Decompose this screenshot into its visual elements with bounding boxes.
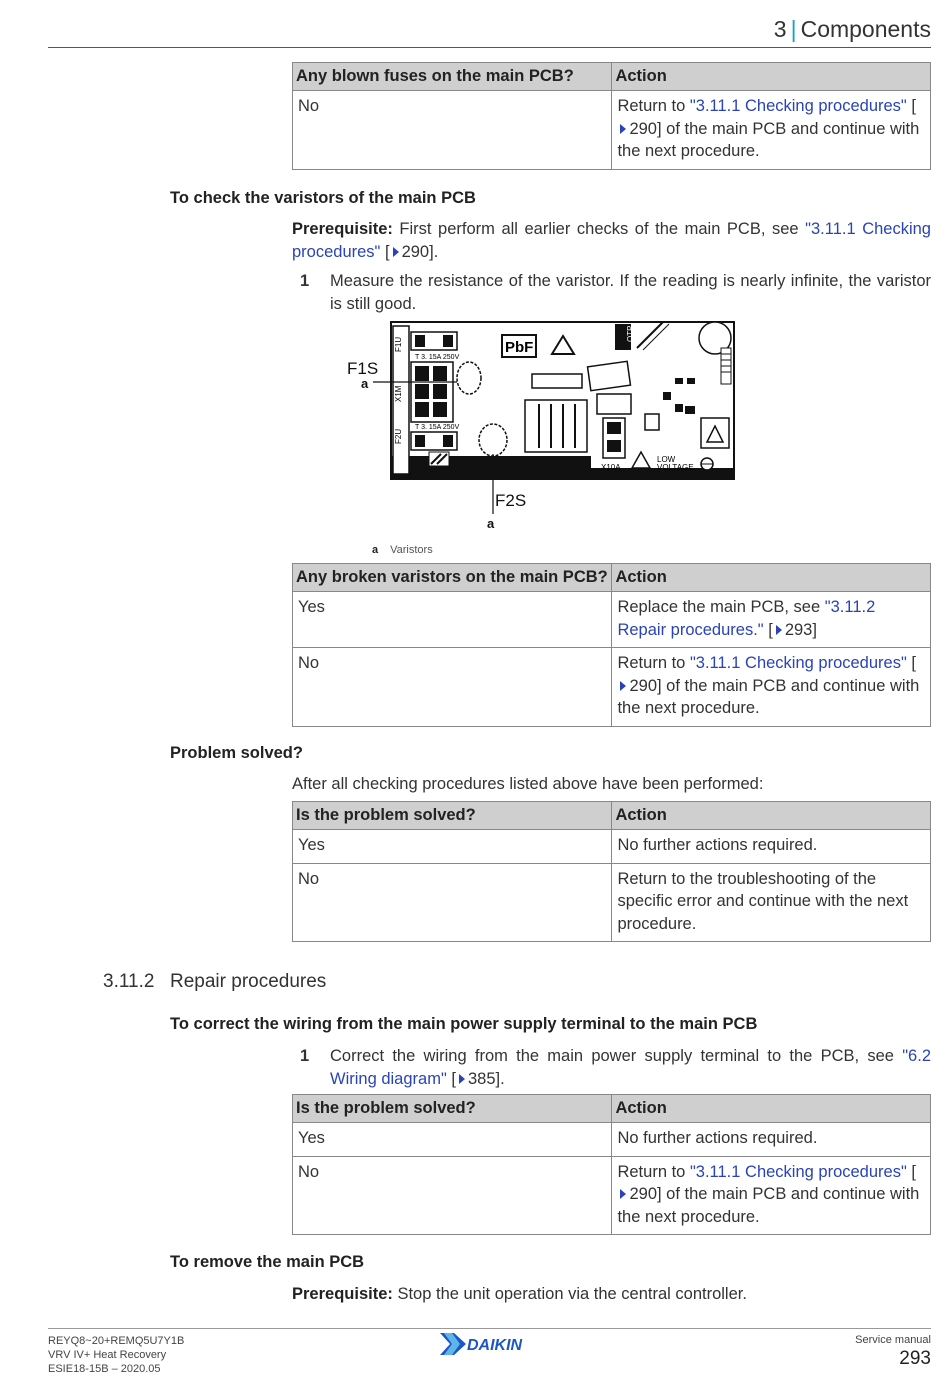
x1m-label: X1M — [394, 385, 403, 402]
fuses-table — [292, 62, 931, 170]
table-row — [293, 648, 931, 727]
table-cell: No — [293, 1156, 612, 1235]
table-cell: No further actions required. — [612, 1123, 931, 1157]
repair-table — [292, 1094, 931, 1235]
fuse-rating-top: T 3. 15A 250V — [415, 354, 460, 361]
table-cell: Return to "3.11.1 Checking procedures" [290] of the main PCB and continue with the next procedure. — [612, 91, 931, 170]
table-header: Action — [612, 63, 931, 91]
page-arrow-icon — [620, 124, 626, 134]
f1s-label: F1S — [347, 359, 379, 378]
otp-label: OTP — [626, 325, 635, 342]
f1u-label: F1U — [394, 336, 403, 352]
checking-procedures-link[interactable]: "3.11.1 Checking procedures" — [689, 1162, 907, 1181]
chapter-number: 3 — [773, 16, 787, 42]
varistors-step-1: 1 Measure the resistance of the varistor. If the reading is nearly infinite, the varistor is still good. — [300, 272, 931, 313]
table-header: Is the problem solved? — [293, 802, 612, 830]
checking-procedures-link[interactable]: "3.11.1 Checking procedures" — [689, 654, 907, 672]
page-arrow-icon — [776, 625, 782, 635]
footer-divider — [48, 1328, 931, 1329]
x10a-label: X10A — [601, 463, 621, 472]
table-cell: Return to "3.11.1 Checking procedures" [290] of the main PCB and continue with the next procedure. — [612, 648, 931, 727]
table-header: Action — [612, 564, 931, 592]
page-arrow-icon — [620, 681, 626, 691]
checking-procedures-link[interactable]: "3.11.1 Checking procedures" — [292, 220, 931, 261]
varistors-prerequisite: Prerequisite: First perform all earlier checks of the main PCB, see "3.11.1 Checking procedures" [ 290]. — [292, 220, 931, 261]
table-header: Action — [612, 1095, 931, 1123]
table-cell: Yes — [293, 1123, 612, 1157]
varistors-heading: To check the varistors of the main PCB — [170, 189, 476, 207]
low-voltage-label-1: LOW — [657, 455, 676, 464]
table-cell: No — [293, 648, 612, 727]
table-row — [293, 592, 931, 648]
table-row — [293, 1123, 931, 1157]
page-number: 293 — [899, 1348, 931, 1369]
table-header: Any broken varistors on the main PCB? — [293, 564, 612, 592]
footer-left: REYQ8~20+REMQ5U7Y1B VRV IV+ Heat Recovery ESIE18-15B – 2020.05 — [48, 1335, 185, 1375]
pcb-varistors-figure — [345, 318, 745, 533]
table-cell: No further actions required. — [612, 830, 931, 864]
f2s-label: F2S — [495, 491, 527, 510]
figure-caption: a Varistors — [372, 544, 433, 556]
problem-solved-intro: After all checking procedures listed above have been performed: — [292, 775, 764, 793]
varistors-table — [292, 563, 931, 727]
wiring-step-1: 1 Correct the wiring from the main power supply terminal to the PCB, see "6.2 Wiring diagram" [ 385]. — [300, 1047, 931, 1088]
chapter-name: Components — [800, 16, 931, 42]
f2u-label: F2U — [394, 428, 403, 444]
section-heading: 3.11.2 Repair procedures — [103, 971, 327, 992]
problem-solved-heading: Problem solved? — [170, 744, 303, 762]
remove-pcb-prerequisite: Prerequisite: Stop the unit operation via the central controller. — [292, 1285, 747, 1303]
daikin-wordmark: DAIKIN — [467, 1337, 523, 1354]
callout-a-top: a — [361, 376, 369, 391]
problem-solved-table — [292, 801, 931, 942]
table-header: Any blown fuses on the main PCB? — [293, 63, 612, 91]
table-cell: Yes — [293, 592, 612, 648]
page-arrow-icon — [620, 1189, 626, 1199]
checking-procedures-link[interactable]: "3.11.1 Checking procedures" — [689, 97, 907, 115]
table-cell: No — [293, 91, 612, 170]
low-voltage-label-2: VOLTAGE — [657, 463, 694, 472]
table-row — [293, 863, 931, 942]
table-cell: Return to the troubleshooting of the specific error and continue with the next procedure. — [612, 863, 931, 942]
daikin-logo — [440, 1333, 540, 1355]
table-row — [293, 1156, 931, 1235]
pbf-label: PbF — [505, 339, 534, 356]
page-arrow-icon — [393, 247, 399, 257]
chapter-title: 3 | Components — [773, 16, 931, 42]
page-arrow-icon — [459, 1074, 465, 1084]
repair-procedures-link[interactable]: "3.11.2 Repair procedures." — [617, 598, 876, 639]
remove-pcb-heading: To remove the main PCB — [170, 1253, 365, 1271]
table-cell: No — [293, 863, 612, 942]
table-cell: Yes — [293, 830, 612, 864]
fuse-rating-bottom: T 3. 15A 250V — [415, 424, 460, 431]
correct-wiring-heading: To correct the wiring from the main power supply terminal to the main PCB — [170, 1015, 758, 1033]
page-header — [48, 14, 931, 48]
table-header: Is the problem solved? — [293, 1095, 612, 1123]
footer-right: Service manual 293 — [855, 1334, 931, 1369]
table-row — [293, 830, 931, 864]
wiring-diagram-link[interactable]: "6.2 Wiring diagram" — [330, 1047, 931, 1088]
callout-a-bottom: a — [487, 516, 495, 531]
table-cell: Return to "3.11.1 Checking procedures" [290] of the main PCB and continue with the next procedure. — [612, 1156, 931, 1235]
table-cell: Replace the main PCB, see "3.11.2 Repair procedures." [ 293] — [612, 592, 931, 648]
table-header: Action — [612, 802, 931, 830]
table-row — [293, 91, 931, 170]
